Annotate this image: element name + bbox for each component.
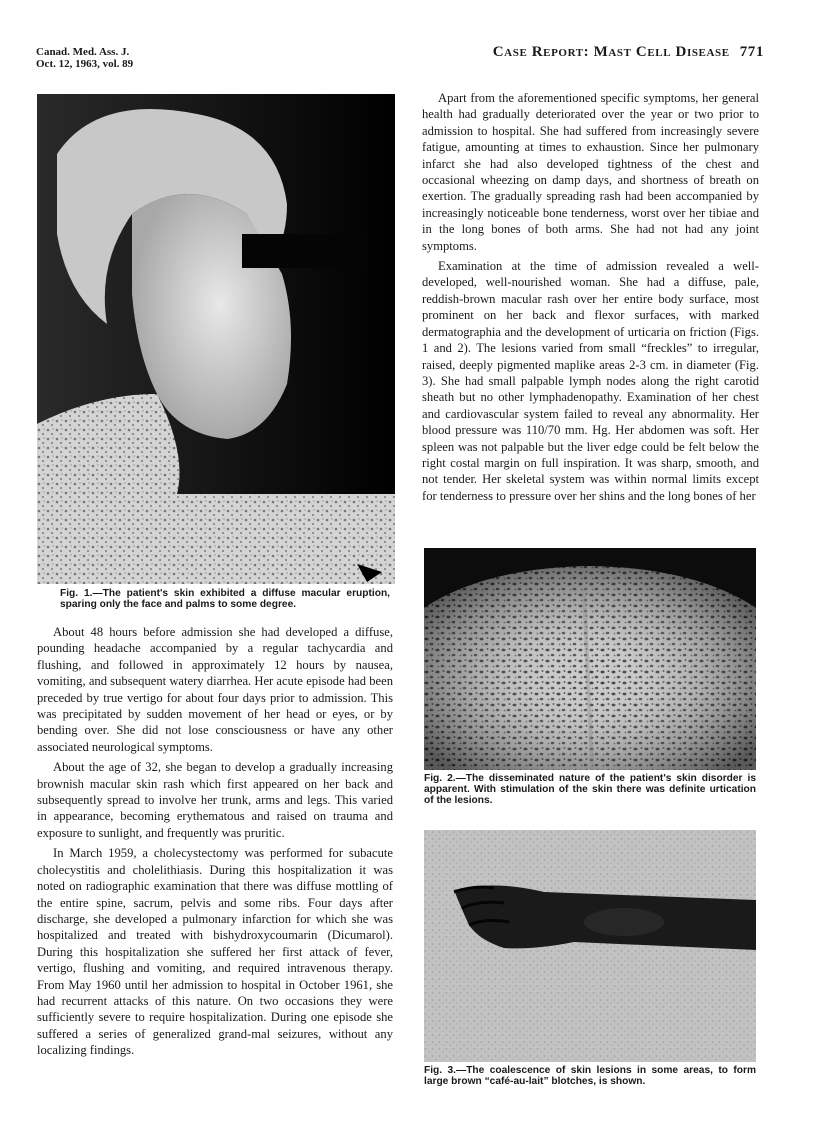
journal-citation	[36, 46, 133, 70]
figure-3-photo	[424, 830, 756, 1062]
right-column-text	[422, 90, 759, 504]
journal-date-volume: Oct. 12, 1963, vol. 89	[36, 58, 134, 70]
paragraph: About the age of 32, she began to develop a gradually increasing brownish macular skin rash which first appeared on her back and subsequently spread to involve her trunk, arms and legs. This varied in appearance, becoming erythematous and raised on trauma and exposure to sunlight, and frequently was pruritic.	[37, 760, 393, 840]
figure-3-caption	[424, 1065, 756, 1087]
running-header	[493, 44, 764, 61]
left-column-text	[37, 624, 393, 1059]
paragraph: Apart from the aforementioned specific symptoms, her general health had gradually deteriorated over the year or two prior to admission to hospital. She had suffered from increasingly severe fatigue, amounting at times to exhaustion. Since her pulmonary infarct she had also developed tightness of the chest and occasional wheezing on damp days, and shortness of breath on exertion. The gradually spreading rash had been accompanied by increasingly noticeable bone tenderness, worst over her tibiae and in the long bones of both arms. She had not had any joint symptoms.	[422, 91, 759, 253]
running-title: Case Report: Mast Cell Disease	[492, 44, 730, 60]
figure-1-caption-text: —The patient's skin exhibited a diffuse macular eruption, sparing only the face and palms to some degree.	[60, 588, 390, 610]
paragraph: Examination at the time of admission revealed a well-developed, well-nourished woman. She had a diffuse, pale, reddish-brown macular rash over her entire body surface, most prominent on her back and flexor surfaces, with marked dermatographia and the development of urticaria on friction (Figs. 1 and 2). The lesions varied from small “freckles” to irregular, raised, deeply pigmented maplike areas 2-3 cm. in diameter (Fig. 3). She had small palpable lymph nodes along the right carotid sheath but no other lymphadenopathy. Examination of her chest and cardiovascular system failed to reveal any abnormality. Her blood pressure was 110/70 mm. Hg. Her abdomen was soft. Her spleen was not palpable but the liver edge could be felt below the right costal margin on full inspiration. It was sharp, smooth, and not tender. Her skeletal system was within normal limits except for tenderness to pressure over her shins and the long bones of her	[422, 259, 759, 503]
figure-3-label: Fig. 3.	[424, 1065, 457, 1076]
page-number: 771	[739, 44, 764, 60]
figure-2-caption-text: —The disseminated nature of the patient's skin disorder is apparent. With stimulation of the skin there was definite urtication of the lesions.	[424, 773, 756, 806]
figure-3-caption-text: —The coalescence of skin lesions in some areas, to form large brown “café-au-lait” blotches, is shown.	[424, 1065, 757, 1087]
figure-1-label: Fig. 1.	[60, 588, 93, 599]
figure-2-photo	[424, 548, 756, 770]
figure-3-image	[424, 830, 756, 1062]
figure-1-image	[37, 94, 395, 584]
paragraph: In March 1959, a cholecystectomy was performed for subacute cholecystitis and cholelithiasis. During this hospitalization it was noted on radiographic examination that there was diffuse mottling of the entire spine, sacrum, pelvis and some ribs. Four days after discharge, she developed a pulmonary infarction for which she was hospitalized and treated with bishydroxycoumarin (Dicumarol). During this hospitalization she suffered her first attack of fever, vertigo, flushing and vomiting, and required intravenous therapy. From May 1960 until her admission to hospital in October 1961, she had recurrent attacks of this nature. On two occasions they were sufficiently severe to require hospitalization. During one episode she suffered a series of generalized grand-mal seizures, without any localizing findings.	[37, 846, 393, 1058]
figure-1-photo	[37, 94, 395, 584]
journal-name: Canad. Med. Ass. J.	[36, 46, 130, 58]
figure-2-label: Fig. 2.	[424, 773, 456, 784]
figure-2-caption	[424, 773, 756, 806]
figure-1-caption	[60, 588, 390, 610]
figure-2-image	[424, 548, 756, 770]
paragraph: About 48 hours before admission she had developed a diffuse, pounding headache accompanied by a regular tachycardia and flushing, and followed in approximately 12 hours by nausea, vomiting, and subsequent watery diarrhea. Her acute episode had been preceded by true vertigo for about four days prior to admission. This was precipitated by sudden movement of her head or eyes, or by bending over. She did not lose consciousness or have any other associated neurological symptoms.	[37, 625, 393, 754]
